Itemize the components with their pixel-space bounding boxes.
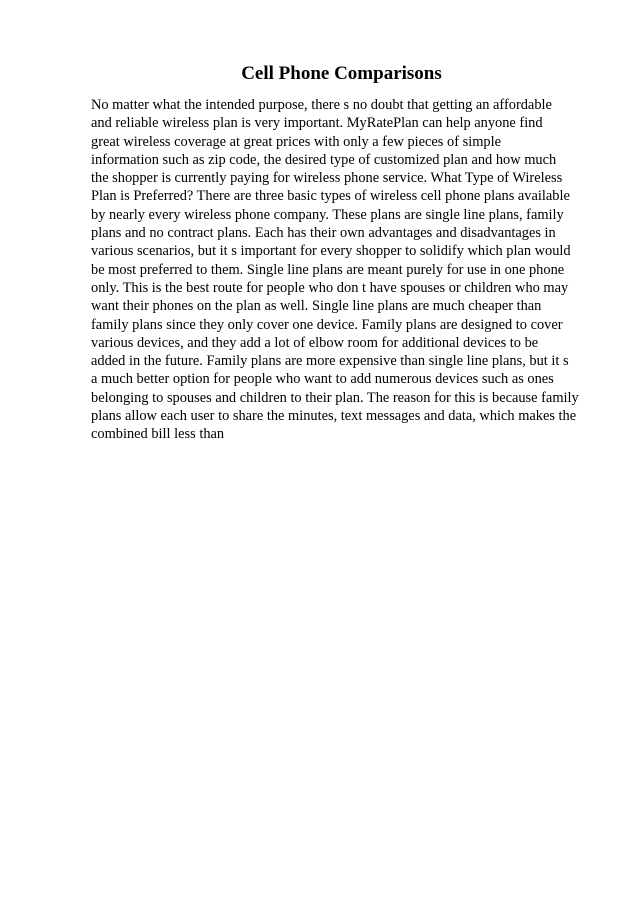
text-line: and reliable wireless plan is very important. MyRatePlan can help anyone find — [91, 115, 543, 132]
text-line: added in the future. Family plans are more expensive than single line plans, but it s — [91, 353, 569, 370]
text-line: great wireless coverage at great prices with only a few pieces of simple — [91, 133, 501, 150]
text-line: various devices, and they add a lot of elbow room for additional devices to be — [91, 334, 539, 351]
text-line: by nearly every wireless phone company. These plans are single line plans, family — [91, 206, 564, 223]
text-line: plans and no contract plans. Each has their own advantages and disadvantages in — [91, 225, 556, 242]
text-line: a much better option for people who want to add numerous devices such as ones — [91, 371, 554, 388]
body-paragraph — [91, 96, 611, 444]
text-line: various scenarios, but it s important for every shopper to solidify which plan would — [91, 243, 571, 260]
text-line: the shopper is currently paying for wireless phone service. What Type of Wireless — [91, 170, 563, 187]
text-line: plans allow each user to share the minutes, text messages and data, which makes the — [91, 408, 577, 425]
text-line: be most preferred to them. Single line plans are meant purely for use in one phone — [91, 261, 565, 278]
text-line: Plan is Preferred? There are three basic types of wireless cell phone plans available — [91, 188, 570, 205]
page-title: Cell Phone Comparisons — [241, 63, 442, 84]
text-line: family plans since they only cover one device. Family plans are designed to cover — [91, 316, 563, 333]
text-line: No matter what the intended purpose, there s no doubt that getting an affordable — [91, 97, 552, 113]
text-line: information such as zip code, the desired type of customized plan and how much — [91, 151, 557, 168]
text-line: belonging to spouses and children to their plan. The reason for this is because family — [91, 389, 579, 406]
text-line: want their phones on the plan as well. Single line plans are much cheaper than — [91, 298, 542, 315]
text-line: only. This is the best route for people who don t have spouses or children who may — [91, 279, 569, 296]
text-line: combined bill less than — [91, 426, 225, 443]
